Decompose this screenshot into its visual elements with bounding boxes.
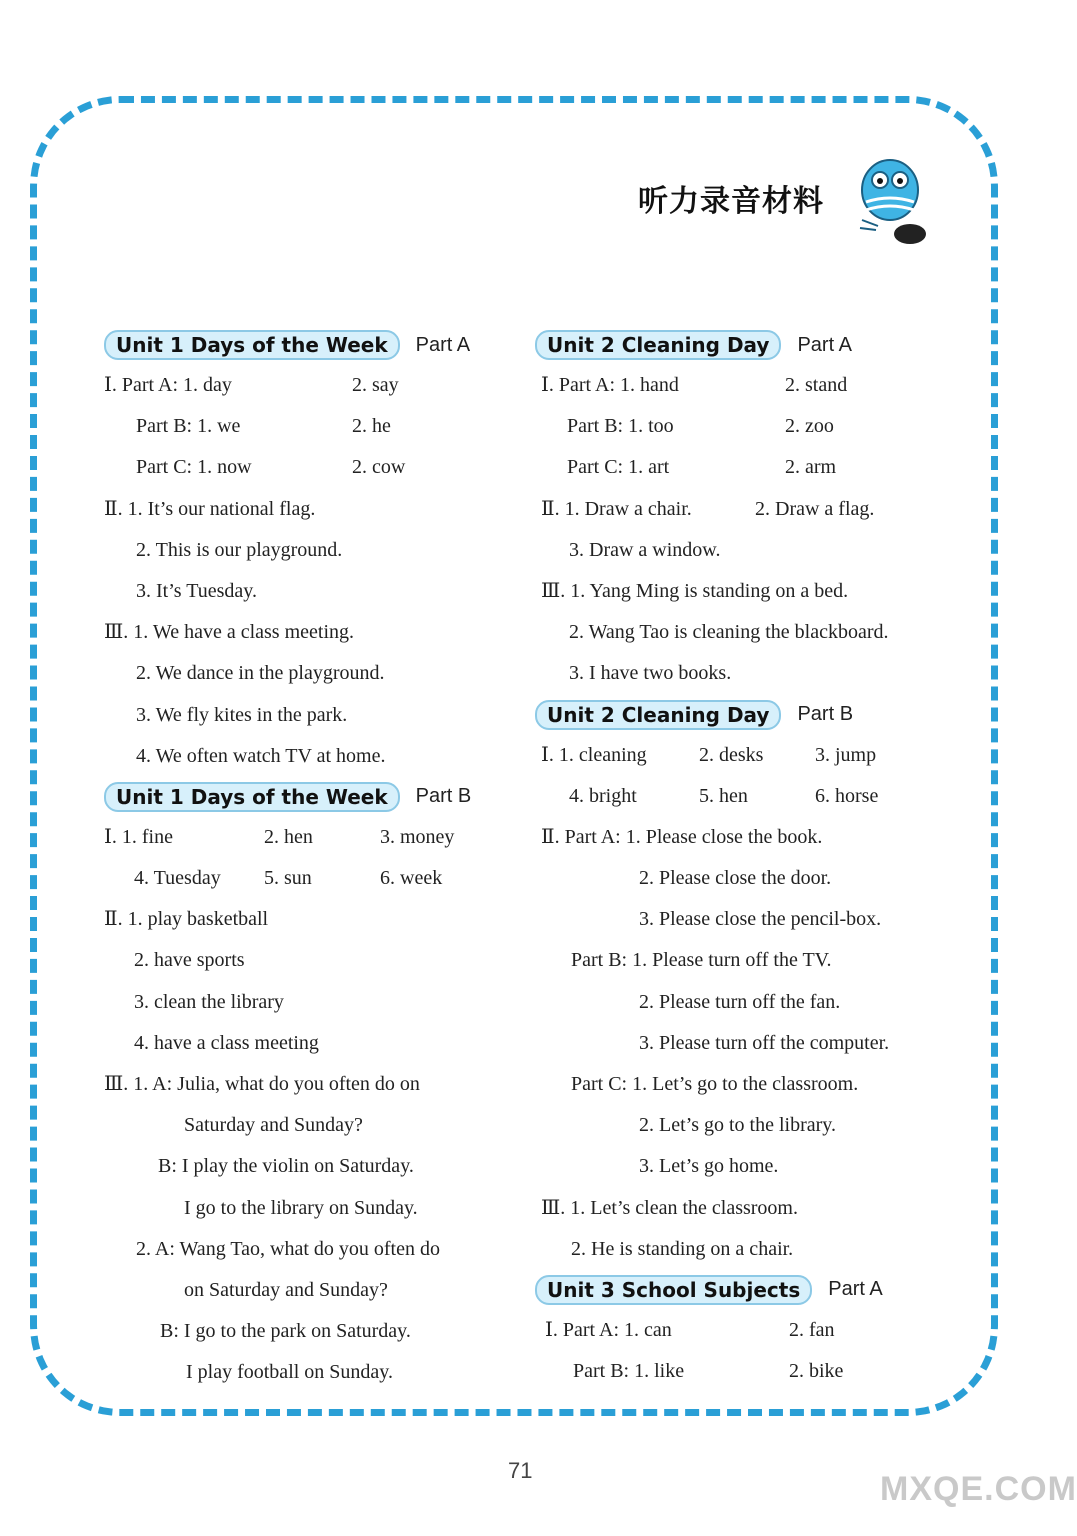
part-label: Part B bbox=[415, 785, 472, 808]
transcript-text: Ⅱ. 1. play basketball bbox=[104, 908, 269, 931]
transcript-line bbox=[104, 530, 524, 571]
transcript-line bbox=[535, 1310, 975, 1351]
transcript-text: 2. stand bbox=[785, 374, 848, 396]
page-number: 71 bbox=[508, 1458, 533, 1483]
transcript-text: 2. This is our playground. bbox=[136, 538, 343, 561]
transcript-line bbox=[104, 1064, 524, 1105]
transcript-text: Ⅰ. 1. fine bbox=[104, 825, 173, 848]
unit-heading bbox=[104, 325, 524, 365]
transcript-text: Ⅰ. Part A: 1. can bbox=[545, 1318, 672, 1341]
transcript-text: Ⅰ. Part A: 1. day bbox=[104, 374, 232, 396]
transcript-text: Part C: 1. now bbox=[136, 456, 252, 479]
transcript-text: 4. bright bbox=[569, 784, 637, 807]
transcript-line bbox=[104, 571, 524, 612]
transcript-text: 5. sun bbox=[264, 867, 312, 890]
transcript-line bbox=[535, 1351, 975, 1392]
transcript-text: Part C: 1. art bbox=[567, 456, 670, 479]
transcript-text: Saturday and Sunday? bbox=[184, 1114, 363, 1137]
unit-heading bbox=[535, 1270, 975, 1310]
transcript-text: 4. Tuesday bbox=[134, 867, 221, 890]
transcript-text: Part B: 1. too bbox=[567, 415, 674, 438]
unit-heading bbox=[104, 777, 524, 817]
transcript-text: 3. I have two books. bbox=[569, 662, 732, 685]
transcript-line bbox=[104, 1270, 524, 1311]
unit-title-badge: Unit 2 Cleaning Day bbox=[535, 700, 781, 730]
transcript-text: Part B: 1. we bbox=[136, 415, 241, 438]
owl-mascot-icon bbox=[858, 150, 928, 250]
transcript-text: 3. Please turn off the computer. bbox=[639, 1031, 890, 1054]
transcript-line bbox=[104, 982, 524, 1023]
transcript-line bbox=[104, 1311, 524, 1352]
transcript-text: 4. We often watch TV at home. bbox=[136, 744, 386, 767]
transcript-text: 3. clean the library bbox=[134, 990, 284, 1013]
transcript-text: 2. He is standing on a chair. bbox=[571, 1237, 794, 1260]
transcript-line bbox=[104, 612, 524, 653]
transcript-line bbox=[104, 1352, 524, 1393]
transcript-text: 6. horse bbox=[815, 784, 879, 807]
transcript-line bbox=[535, 1229, 975, 1270]
right-column bbox=[535, 325, 975, 1392]
transcript-text: 3. jump bbox=[815, 743, 877, 766]
transcript-text: on Saturday and Sunday? bbox=[184, 1278, 388, 1301]
transcript-line bbox=[104, 653, 524, 694]
transcript-line bbox=[535, 1023, 975, 1064]
transcript-line bbox=[535, 406, 975, 447]
transcript-line bbox=[104, 1105, 524, 1146]
transcript-text: I play football on Sunday. bbox=[186, 1361, 394, 1384]
transcript-text: 3. Please close the pencil-box. bbox=[639, 908, 882, 931]
transcript-line bbox=[104, 940, 524, 981]
transcript-text: 2. Let’s go to the library. bbox=[639, 1114, 836, 1137]
transcript-line bbox=[104, 817, 524, 858]
transcript-line bbox=[104, 406, 524, 447]
transcript-text: 2. say bbox=[352, 374, 399, 396]
transcript-line bbox=[104, 1188, 524, 1229]
unit-title-badge: Unit 3 School Subjects bbox=[535, 1275, 812, 1305]
transcript-line bbox=[104, 899, 524, 940]
transcript-line bbox=[104, 858, 524, 899]
transcript-text: 2. fan bbox=[789, 1318, 835, 1341]
part-label: Part A bbox=[797, 333, 852, 356]
transcript-text: I go to the library on Sunday. bbox=[184, 1196, 418, 1219]
transcript-text: 5. hen bbox=[699, 784, 748, 807]
transcript-text: 3. Let’s go home. bbox=[639, 1155, 779, 1178]
transcript-line bbox=[104, 1229, 524, 1270]
transcript-text: 3. money bbox=[380, 825, 455, 848]
transcript-line bbox=[535, 365, 975, 406]
transcript-line bbox=[535, 1105, 975, 1146]
transcript-line bbox=[535, 1146, 975, 1187]
transcript-text: Ⅱ. Part A: 1. Please close the book. bbox=[541, 825, 823, 848]
transcript-line bbox=[535, 653, 975, 694]
transcript-text: Part B: 1. like bbox=[573, 1360, 685, 1383]
transcript-line bbox=[104, 1023, 524, 1064]
transcript-text: 2. have sports bbox=[134, 949, 245, 972]
transcript-line bbox=[535, 858, 975, 899]
transcript-line bbox=[535, 982, 975, 1023]
part-label: Part A bbox=[415, 333, 471, 356]
transcript-text: Ⅲ. 1. We have a class meeting. bbox=[104, 621, 355, 644]
transcript-line bbox=[104, 365, 524, 406]
transcript-text: Part B: 1. Please turn off the TV. bbox=[571, 949, 832, 972]
transcript-text: Ⅰ. 1. cleaning bbox=[541, 743, 647, 766]
transcript-line bbox=[104, 447, 524, 488]
transcript-line bbox=[535, 1188, 975, 1229]
transcript-text: 2. arm bbox=[785, 456, 837, 479]
transcript-text: Ⅱ. 1. It’s our national flag. bbox=[104, 497, 316, 520]
transcript-line bbox=[104, 736, 524, 777]
transcript-text: 2. desks bbox=[699, 743, 764, 766]
unit-title-badge: Unit 1 Days of the Week bbox=[104, 330, 400, 360]
transcript-line bbox=[535, 612, 975, 653]
page-title: 听力录音材料 bbox=[638, 184, 824, 219]
transcript-line bbox=[535, 817, 975, 858]
transcript-text: 2. Please close the door. bbox=[639, 867, 832, 890]
transcript-text: Ⅱ. 1. Draw a chair. bbox=[541, 497, 692, 520]
transcript-text: 3. It’s Tuesday. bbox=[136, 579, 257, 602]
transcript-text: B: I go to the park on Saturday. bbox=[160, 1320, 411, 1343]
transcript-line bbox=[535, 735, 975, 776]
transcript-line bbox=[104, 695, 524, 736]
unit-title-badge: Unit 1 Days of the Week bbox=[104, 782, 400, 812]
watermark: MXQE.COM bbox=[880, 1470, 1077, 1508]
transcript-line bbox=[535, 447, 975, 488]
transcript-text: 3. Draw a window. bbox=[569, 538, 721, 561]
unit-title-badge: Unit 2 Cleaning Day bbox=[535, 330, 781, 360]
transcript-line bbox=[104, 489, 524, 530]
transcript-line bbox=[535, 571, 975, 612]
transcript-text: 2. bike bbox=[789, 1360, 844, 1383]
transcript-line bbox=[535, 899, 975, 940]
transcript-text: 2. hen bbox=[264, 825, 313, 848]
transcript-text: Ⅲ. 1. A: Julia, what do you often do on bbox=[104, 1073, 420, 1095]
transcript-text: 2. Wang Tao is cleaning the blackboard. bbox=[569, 621, 889, 644]
part-label: Part B bbox=[797, 703, 854, 725]
transcript-line bbox=[104, 1146, 524, 1187]
part-label: Part A bbox=[828, 1278, 883, 1301]
left-column bbox=[104, 325, 524, 1394]
transcript-text: 2. We dance in the playground. bbox=[136, 662, 385, 685]
transcript-text: 2. Draw a flag. bbox=[755, 497, 875, 520]
transcript-text: Ⅲ. 1. Let’s clean the classroom. bbox=[541, 1196, 798, 1219]
transcript-line bbox=[535, 489, 975, 530]
transcript-line bbox=[535, 940, 975, 981]
transcript-text: 2. Please turn off the fan. bbox=[639, 990, 841, 1013]
transcript-text: Ⅰ. Part A: 1. hand bbox=[541, 374, 679, 396]
transcript-text: 2. he bbox=[352, 415, 391, 438]
transcript-text: 2. zoo bbox=[785, 415, 834, 438]
transcript-line bbox=[535, 1064, 975, 1105]
transcript-text: Part C: 1. Let’s go to the classroom. bbox=[571, 1073, 859, 1095]
transcript-text: 3. We fly kites in the park. bbox=[136, 703, 348, 726]
transcript-line bbox=[535, 776, 975, 817]
unit-heading bbox=[535, 325, 975, 365]
transcript-text: 4. have a class meeting bbox=[134, 1031, 319, 1054]
transcript-text: 2. A: Wang Tao, what do you often do bbox=[136, 1237, 440, 1260]
transcript-text: 6. week bbox=[380, 867, 443, 890]
transcript-text: 2. cow bbox=[352, 456, 406, 479]
transcript-text: B: I play the violin on Saturday. bbox=[158, 1155, 414, 1178]
unit-heading bbox=[535, 695, 975, 735]
transcript-text: Ⅲ. 1. Yang Ming is standing on a bed. bbox=[541, 579, 849, 602]
transcript-line bbox=[535, 530, 975, 571]
